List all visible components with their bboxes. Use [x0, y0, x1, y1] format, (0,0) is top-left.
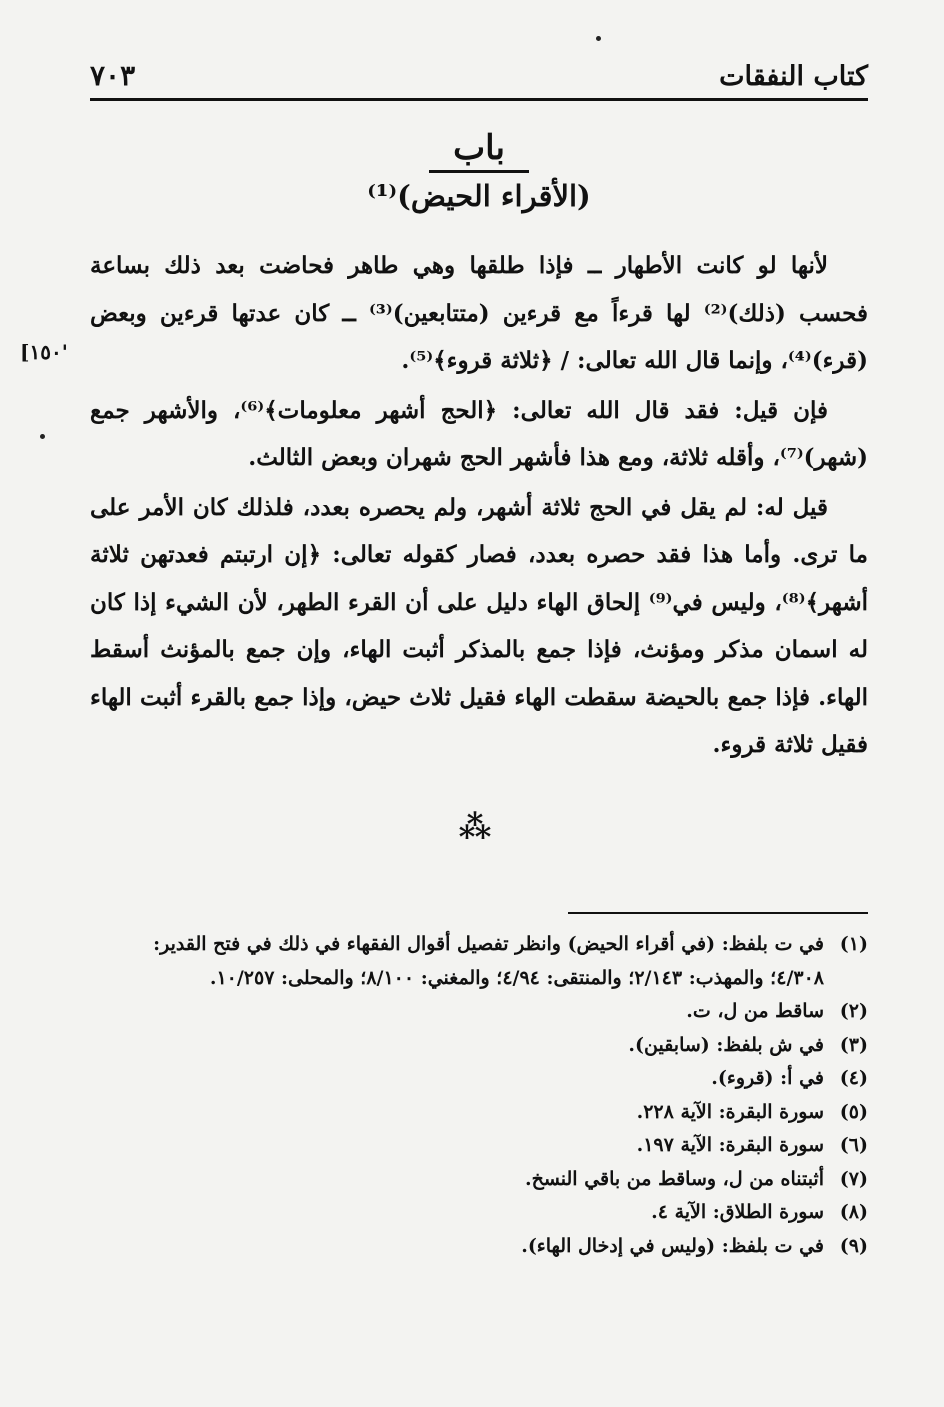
footnote-8 — [90, 1196, 868, 1230]
footnote-number: (٤) — [839, 1067, 868, 1089]
book-name: كتاب النفقات — [719, 61, 868, 92]
footnote-text: سورة البقرة: الآية ٢٢٨. — [636, 1100, 824, 1123]
footnote-5 — [90, 1096, 868, 1130]
footnote-number: (٩) — [839, 1234, 868, 1257]
chapter-underline — [429, 170, 529, 173]
footnote-1-continuation: ٤/٣٠٨؛ والمهذب: ٢/١٤٣؛ والمنتقى: ٤/٩٤؛ والمغني: ٨/١٠٠؛ والمحلى: ١٠/٢٥٧. — [209, 966, 824, 989]
footnote-text: في ت بلفظ: (في أقراء الحيض) وانظر تفصيل أقوال الفقهاء في ذلك في فتح القدير: — [153, 933, 824, 955]
page-number: ٧٠٣ — [90, 59, 136, 92]
footnote-number: (٦) — [839, 1134, 868, 1156]
margin-folio-reference: [١٥٠' — [20, 340, 68, 364]
scan-speck — [596, 36, 601, 41]
footnote-9 — [90, 1230, 868, 1264]
footnote-3 — [90, 1029, 868, 1063]
chapter-title: (الأقراء الحيض)⁽¹⁾ — [367, 179, 591, 213]
paragraph-2: فإن قيل: فقد قال الله تعالى: ﴿الحج أشهر معلومات﴾⁽⁶⁾، والأشهر جمع (شهر)⁽⁷⁾، وأقله ثلاثة، ومع هذا فأشهر الحج شهران وبعض الثالث. — [90, 396, 868, 471]
footnote-number: (١) — [839, 933, 868, 955]
footnote-text: سورة البقرة: الآية ١٩٧. — [636, 1134, 824, 1156]
section-separator: ⁂ — [458, 808, 486, 846]
footnote-7 — [90, 1163, 868, 1197]
chapter-label: باب — [453, 128, 505, 168]
footnote-number: (٧) — [839, 1167, 868, 1190]
footnote-text: في ش بلفظ: (سابقين). — [628, 1033, 824, 1056]
footnote-4 — [90, 1062, 868, 1096]
footnote-text: أثبتناه من ل، وساقط من باقي النسخ. — [524, 1167, 824, 1190]
chapter-heading — [90, 128, 868, 213]
footnote-text: سورة الطلاق: الآية ٤. — [651, 1201, 824, 1223]
footnote-rule — [568, 912, 868, 914]
paragraph-1: لأنها لو كانت الأطهار ــ فإذا طلقها وهي طاهر فحاضت بعد ذلك بساعة فحسب (ذلك)⁽²⁾ لها قرءاً مع قرءين (متتابعين)⁽³⁾ ــ كان عدتها قرءين وبعض (قرء)⁽⁴⁾، وإنما قال الله تعالى: / ﴿ثلاثة قروء﴾⁽⁵⁾. — [90, 252, 868, 374]
footnote-2 — [90, 995, 868, 1029]
footnote-text: ساقط من ل، ت. — [686, 1000, 824, 1022]
footnote-number: (٥) — [839, 1100, 868, 1123]
footnote-text: في أ: (قروء). — [711, 1067, 824, 1089]
footnote-number: (٨) — [839, 1201, 868, 1223]
paragraph-3: قيل له: لم يقل في الحج ثلاثة أشهر، ولم يحصره بعدد، فلذلك كان الأمر على ما ترى. وأما هذا فقد حصره بعدد، فصار كقوله تعالى: ﴿إن ارتبتم فعدتهن ثلاثة أشهر﴾⁽⁸⁾، وليس في⁽⁹⁾ إلحاق الهاء دليل على أن القرء الطهر، لأن الشيء إذا كان له اسمان مذكر ومؤنث، فإذا جمع بالمذكر أثبت الهاء، وإن جمع بالمؤنث أسقط الهاء. فإذا جمع بالحيضة سقطت الهاء فقيل ثلاث حيض، وإذا جمع بالقرء أثبت الهاء فقيل ثلاثة قروء. — [90, 493, 868, 758]
footnote-text: في ت بلفظ: (وليس في إدخال الهاء). — [521, 1234, 824, 1257]
main-text — [90, 242, 868, 771]
footnotes — [90, 928, 868, 1263]
footnote-6 — [90, 1129, 868, 1163]
footnote-number: (٣) — [839, 1033, 868, 1056]
footnote-number: (٢) — [839, 1000, 868, 1022]
running-header — [90, 52, 868, 101]
footnote-1 — [90, 928, 868, 962]
scan-speck — [40, 434, 45, 439]
